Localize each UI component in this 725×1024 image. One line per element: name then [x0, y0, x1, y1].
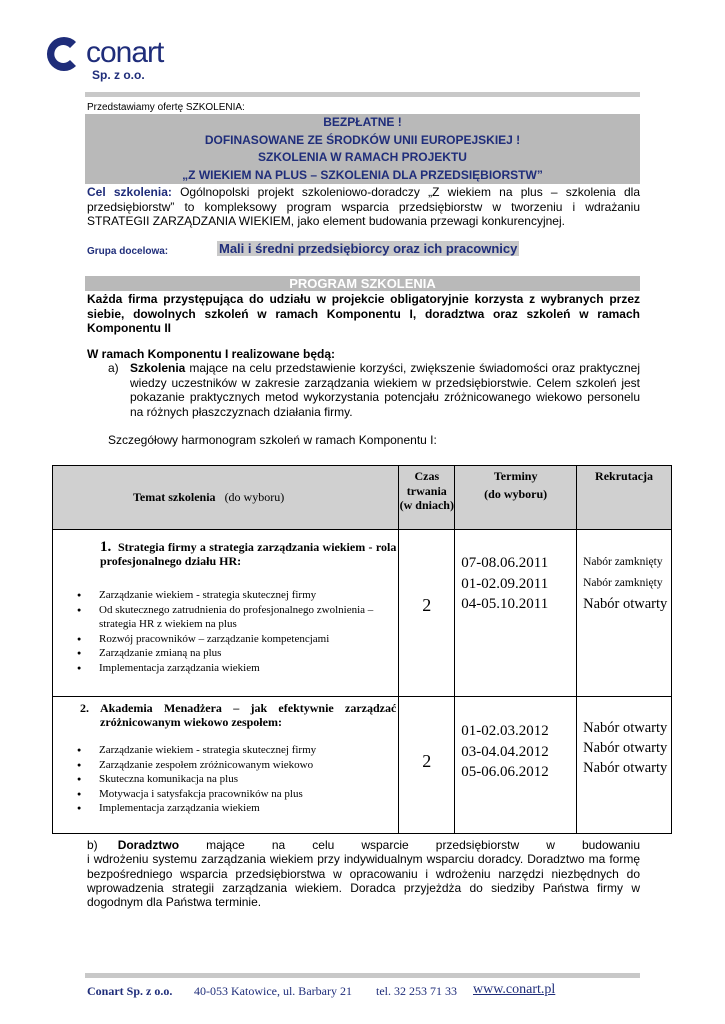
row-2-dates [455, 697, 577, 834]
row-1-duration: 2 [399, 530, 455, 697]
list-item: ● Skuteczna komunikacja na plus [53, 772, 396, 787]
row-1-number: 1. [100, 539, 112, 555]
item-b-word: budowaniu [581, 838, 640, 852]
item-a-marker: a) [108, 361, 119, 375]
row-1-recruitment [577, 530, 672, 697]
item-b-word: przedsiębiorstw [435, 838, 520, 852]
component-heading: W ramach Komponentu I realizowane będą: [87, 347, 336, 361]
goal-label: Cel szkolenia: [87, 185, 172, 199]
row-1-topic [53, 530, 399, 697]
recruitment-status: Nabór zamknięty [583, 577, 663, 589]
item-b-text: i wdrożeniu systemu zarządzania wiekiem przy indywidualnym wsparciu doradcy. Doradztwo ma formę bezpośredniego wsparcia przedsiębiorstwa w opracowaniu i wdrożeniu narzędzi niezbędnych do wprowadzenia strategii zarządzania wiekiem. Doradca przyjeżdża do siedziby Państwa firmy w dogodnym dla Państwa terminie. [87, 852, 640, 910]
component-item-b [87, 838, 640, 909]
row-2-bullets [53, 743, 396, 816]
row-2-title: Akademia Menadżera – jak efektywnie zarządzać zróżnicowanym wiekowo zespołem: [100, 701, 397, 729]
list-item: ● Zarządzanie zmianą na plus [53, 646, 396, 661]
row-2-duration: 2 [399, 697, 455, 834]
program-heading: PROGRAM SZKOLENIA [85, 276, 640, 291]
footer-phone: tel. 32 253 71 33 [376, 984, 457, 998]
table-row [53, 697, 672, 834]
item-b-word: na [271, 838, 286, 852]
row-2-number: 2. [80, 701, 89, 715]
item-b-bold: Doradztwo [117, 838, 180, 852]
header-dates-label: Terminy [493, 469, 538, 483]
date-item: 01-02.03.2012 [461, 723, 549, 739]
item-a-bold: Szkolenia [130, 361, 186, 375]
item-b-first-line [87, 838, 640, 852]
header-topic-label: Temat szkolenia [133, 490, 216, 504]
top-divider [85, 92, 640, 97]
training-goal [87, 185, 640, 229]
date-item: 03-04.04.2012 [461, 743, 549, 760]
footer-website-link[interactable]: www.conart.pl [473, 982, 556, 997]
header-dates [455, 466, 577, 530]
list-item: ● Implementacja zarządzania wiekiem [53, 801, 396, 816]
list-item: ● Implementacja zarządzania wiekiem [53, 661, 396, 676]
table-row [53, 530, 672, 697]
logo-subtitle: Sp. z o.o. [92, 68, 145, 82]
target-group-value: Mali i średni przedsiębiorcy oraz ich pracownicy [219, 241, 518, 256]
intro-text: Przedstawiamy ofertę SZKOLENIA: [87, 102, 245, 113]
banner-line-1: BEZPŁATNE ! [323, 115, 402, 129]
component-item-a [108, 361, 640, 419]
footer-address: 40-053 Katowice, ul. Barbary 21 [194, 984, 352, 998]
recruitment-status: Nabór zamknięty [583, 556, 663, 568]
list-item: ● Motywacja i satysfakcja pracowników na plus [53, 787, 396, 802]
list-item: ● Od skutecznego zatrudnienia do profesjonalnego zwolnienia – strategia HR z wiekiem na plus [53, 603, 396, 632]
header-duration: Czas trwania (w dniach) [399, 466, 455, 530]
row-2-recruitment [577, 697, 672, 834]
date-item: 07-08.06.2011 [461, 555, 549, 571]
list-item: ● Zarządzanie wiekiem - strategia skutecznej firmy [53, 743, 396, 758]
recruitment-status: Nabór otwarty [583, 760, 668, 776]
header-dates-note: (do wyboru) [484, 487, 548, 501]
logo-name: conart [86, 36, 164, 69]
date-item: 05-06.06.2012 [461, 764, 549, 780]
header-topic [53, 466, 399, 530]
target-group-label: Grupa docelowa: [87, 246, 169, 257]
goal-text: Ogólnopolski projekt szkoleniowo-doradczy „Z wiekiem na plus – szkolenia dla przedsiębiorstw” to kompleksowy program wsparcia przedsiębiorstw w tworzeniu i wdrażaniu STRATEGII ZARZĄDZANIA WIEKIEM, jako element budowania przewagi konkurencyjnej. [87, 185, 640, 228]
banner-line-3: SZKOLENIA W RAMACH PROJEKTU [258, 150, 467, 164]
banner-line-4: „Z WIEKIEM NA PLUS – SZKOLENIA DLA PRZEDSIĘBIORSTW” [182, 167, 543, 182]
list-item: ● Zarządzanie zespołem zróżnicowanym wiekowo [53, 758, 396, 773]
list-item: ● Zarządzanie wiekiem - strategia skutecznej firmy [53, 588, 396, 603]
item-b-word: wsparcie [361, 838, 409, 852]
recruitment-status: Nabór otwarty [583, 596, 668, 612]
table-header-row [53, 466, 672, 530]
company-logo [40, 28, 180, 88]
row-2-topic [53, 697, 399, 834]
date-item: 04-05.10.2011 [461, 596, 549, 612]
item-b-marker: b) [87, 838, 98, 852]
list-item: ● Rozwój pracowników – zarządzanie kompetencjami [53, 632, 396, 647]
row-1-bullets [53, 588, 396, 675]
row-1-title: Strategia firmy a strategia zarządzania wiekiem - rola profesjonalnego działu HR: [100, 540, 397, 568]
footer-company: Conart Sp. z o.o. [87, 984, 173, 998]
date-item: 01-02.09.2011 [461, 575, 549, 592]
item-b-word: mające [206, 838, 245, 852]
offer-banner [85, 114, 640, 184]
header-topic-note: (do wyboru) [224, 490, 285, 504]
recruitment-status: Nabór otwarty [583, 720, 668, 736]
schedule-table [52, 465, 672, 834]
logo-c-icon [40, 32, 84, 76]
item-a-text: mające na celu przedstawienie korzyści, zwiększenie świadomości oraz praktycznej wiedzy uczestników w zakresie zarządzania wiekiem w przedsiębiorstwie. Celem szkoleń jest pokazanie praktycznych metod wykorzystania potencjału zróżnicowanego wiekowo personelu na różnych płaszczyznach działania firmy. [130, 361, 640, 419]
bottom-divider [85, 973, 640, 978]
item-b-word: w [546, 838, 555, 852]
item-b-word: celu [312, 838, 335, 852]
header-recruitment: Rekrutacja [577, 466, 672, 530]
banner-line-2: DOFINASOWANE ZE ŚRODKÓW UNII EUROPEJSKIEJ ! [204, 132, 521, 147]
program-intro: Każda firma przystępująca do udziału w projekcie obligatoryjnie korzysta z wybranych przez siebie, dowolnych szkoleń w ramach Komponentu I, doradztwa oraz szkoleń w ramach Komponentu II [87, 292, 640, 335]
row-1-dates [455, 530, 577, 697]
schedule-intro: Szczegółowy harmonogram szkoleń w ramach Komponentu I: [108, 433, 437, 447]
recruitment-status: Nabór otwarty [583, 740, 668, 756]
